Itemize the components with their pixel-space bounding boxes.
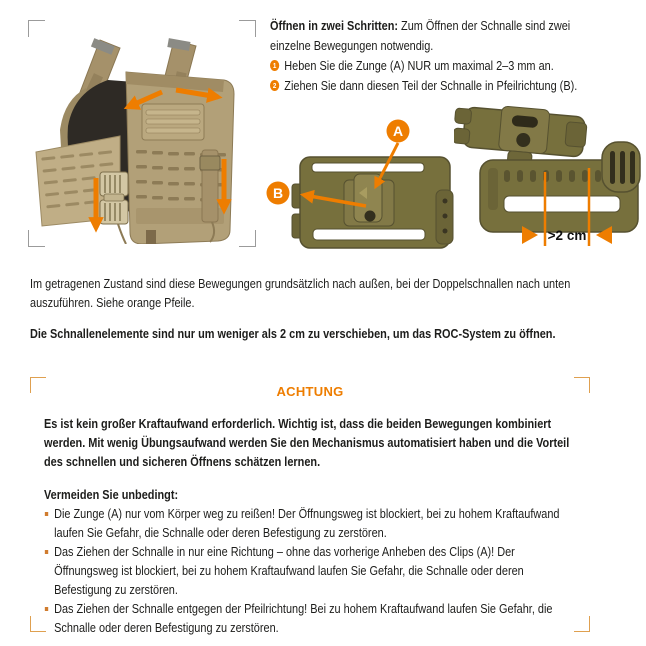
buckle-body (292, 157, 453, 248)
label-b-badge (267, 182, 290, 205)
step-1-text: Heben Sie die Zunge (A) NUR um maximal 2–3 mm an. (284, 58, 554, 73)
step-2-text: Ziehen Sie dann diesen Teil der Schnalle in Pfeilrichtung (B). (284, 78, 578, 93)
measure-label: >2 cm (547, 228, 587, 243)
label-a-badge (387, 120, 410, 143)
intro-lead-rest: Zum Öffnen der Schnalle sind zwei einzelne Bewegungen notwendig. (270, 18, 571, 53)
avoid-item-3: Das Ziehen der Schnalle entgegen der Pfeilrichtung! Bei zu hohem Kraftaufwand laufen Sie Gefahr, die Schnalle oder deren Befestigung zu zerstören. (44, 599, 579, 637)
vest-figure (28, 20, 256, 247)
avoid-list (44, 504, 579, 637)
avoid-item-1: Die Zunge (A) nur vom Körper weg zu reißen! Der Öffnungsweg ist blockiert, bei zu hohem Kraftaufwand laufen Sie Gefahr, die Schnalle oder deren Befestigung zu zerstören. (44, 504, 579, 542)
displacement-bold-note: Die Schnallenelemente sind nur um weniger als 2 cm zu verschieben, um das ROC-System zu öffnen. (30, 326, 556, 341)
avoid-heading: Vermeiden Sie unbedingt: (44, 487, 179, 502)
buckle-front-view (252, 96, 458, 252)
step-1 (270, 56, 606, 76)
avoid-item-2: Das Ziehen der Schnalle in nur eine Richtung – ohne das vorherige Anheben des Clips (A)! Der Öffnungsweg ist blockiert, bei zu hohem Kraftaufwand laufen Sie Gefahr, die Schnalle oder deren Befestigung zu zerstören. (44, 542, 579, 599)
buckle-open-view (454, 98, 646, 250)
step-1-number-badge: 1 (270, 60, 279, 71)
webbing-slot-bottom (313, 229, 425, 240)
intro-lead-bold: Öffnen in zwei Schritten: (270, 18, 399, 33)
warning-title: ACHTUNG (276, 384, 344, 399)
warning-section (30, 377, 590, 635)
warning-intro: Es ist kein großer Kraftaufwand erforderlich. Wichtig ist, dass die beiden Bewegungen kombiniert werden. Mit wenig Übungsaufwand werden Sie den Mechanismus automatisiert haben und die Vorteil des schnellen und sicheren Öffnens schätzen lernen. (44, 416, 570, 469)
opening-instructions (270, 16, 606, 96)
webbing-slot-top (312, 163, 424, 172)
clip-hole (365, 211, 376, 222)
step-2 (270, 76, 606, 96)
svg-text:A: A (392, 123, 404, 139)
side-buckles (100, 172, 128, 244)
step-2-number-badge: 2 (270, 80, 279, 91)
intro-lead (270, 16, 606, 56)
svg-text:B: B (272, 185, 284, 201)
vest-illustration (34, 22, 250, 244)
webbing-slot (504, 196, 620, 212)
worn-state-note: Im getragenen Zustand sind diese Bewegungen grundsätzlich nach außen, bei der Doppelschnallen nach unten auszuführen. Siehe orange Pfeile. (30, 276, 571, 310)
